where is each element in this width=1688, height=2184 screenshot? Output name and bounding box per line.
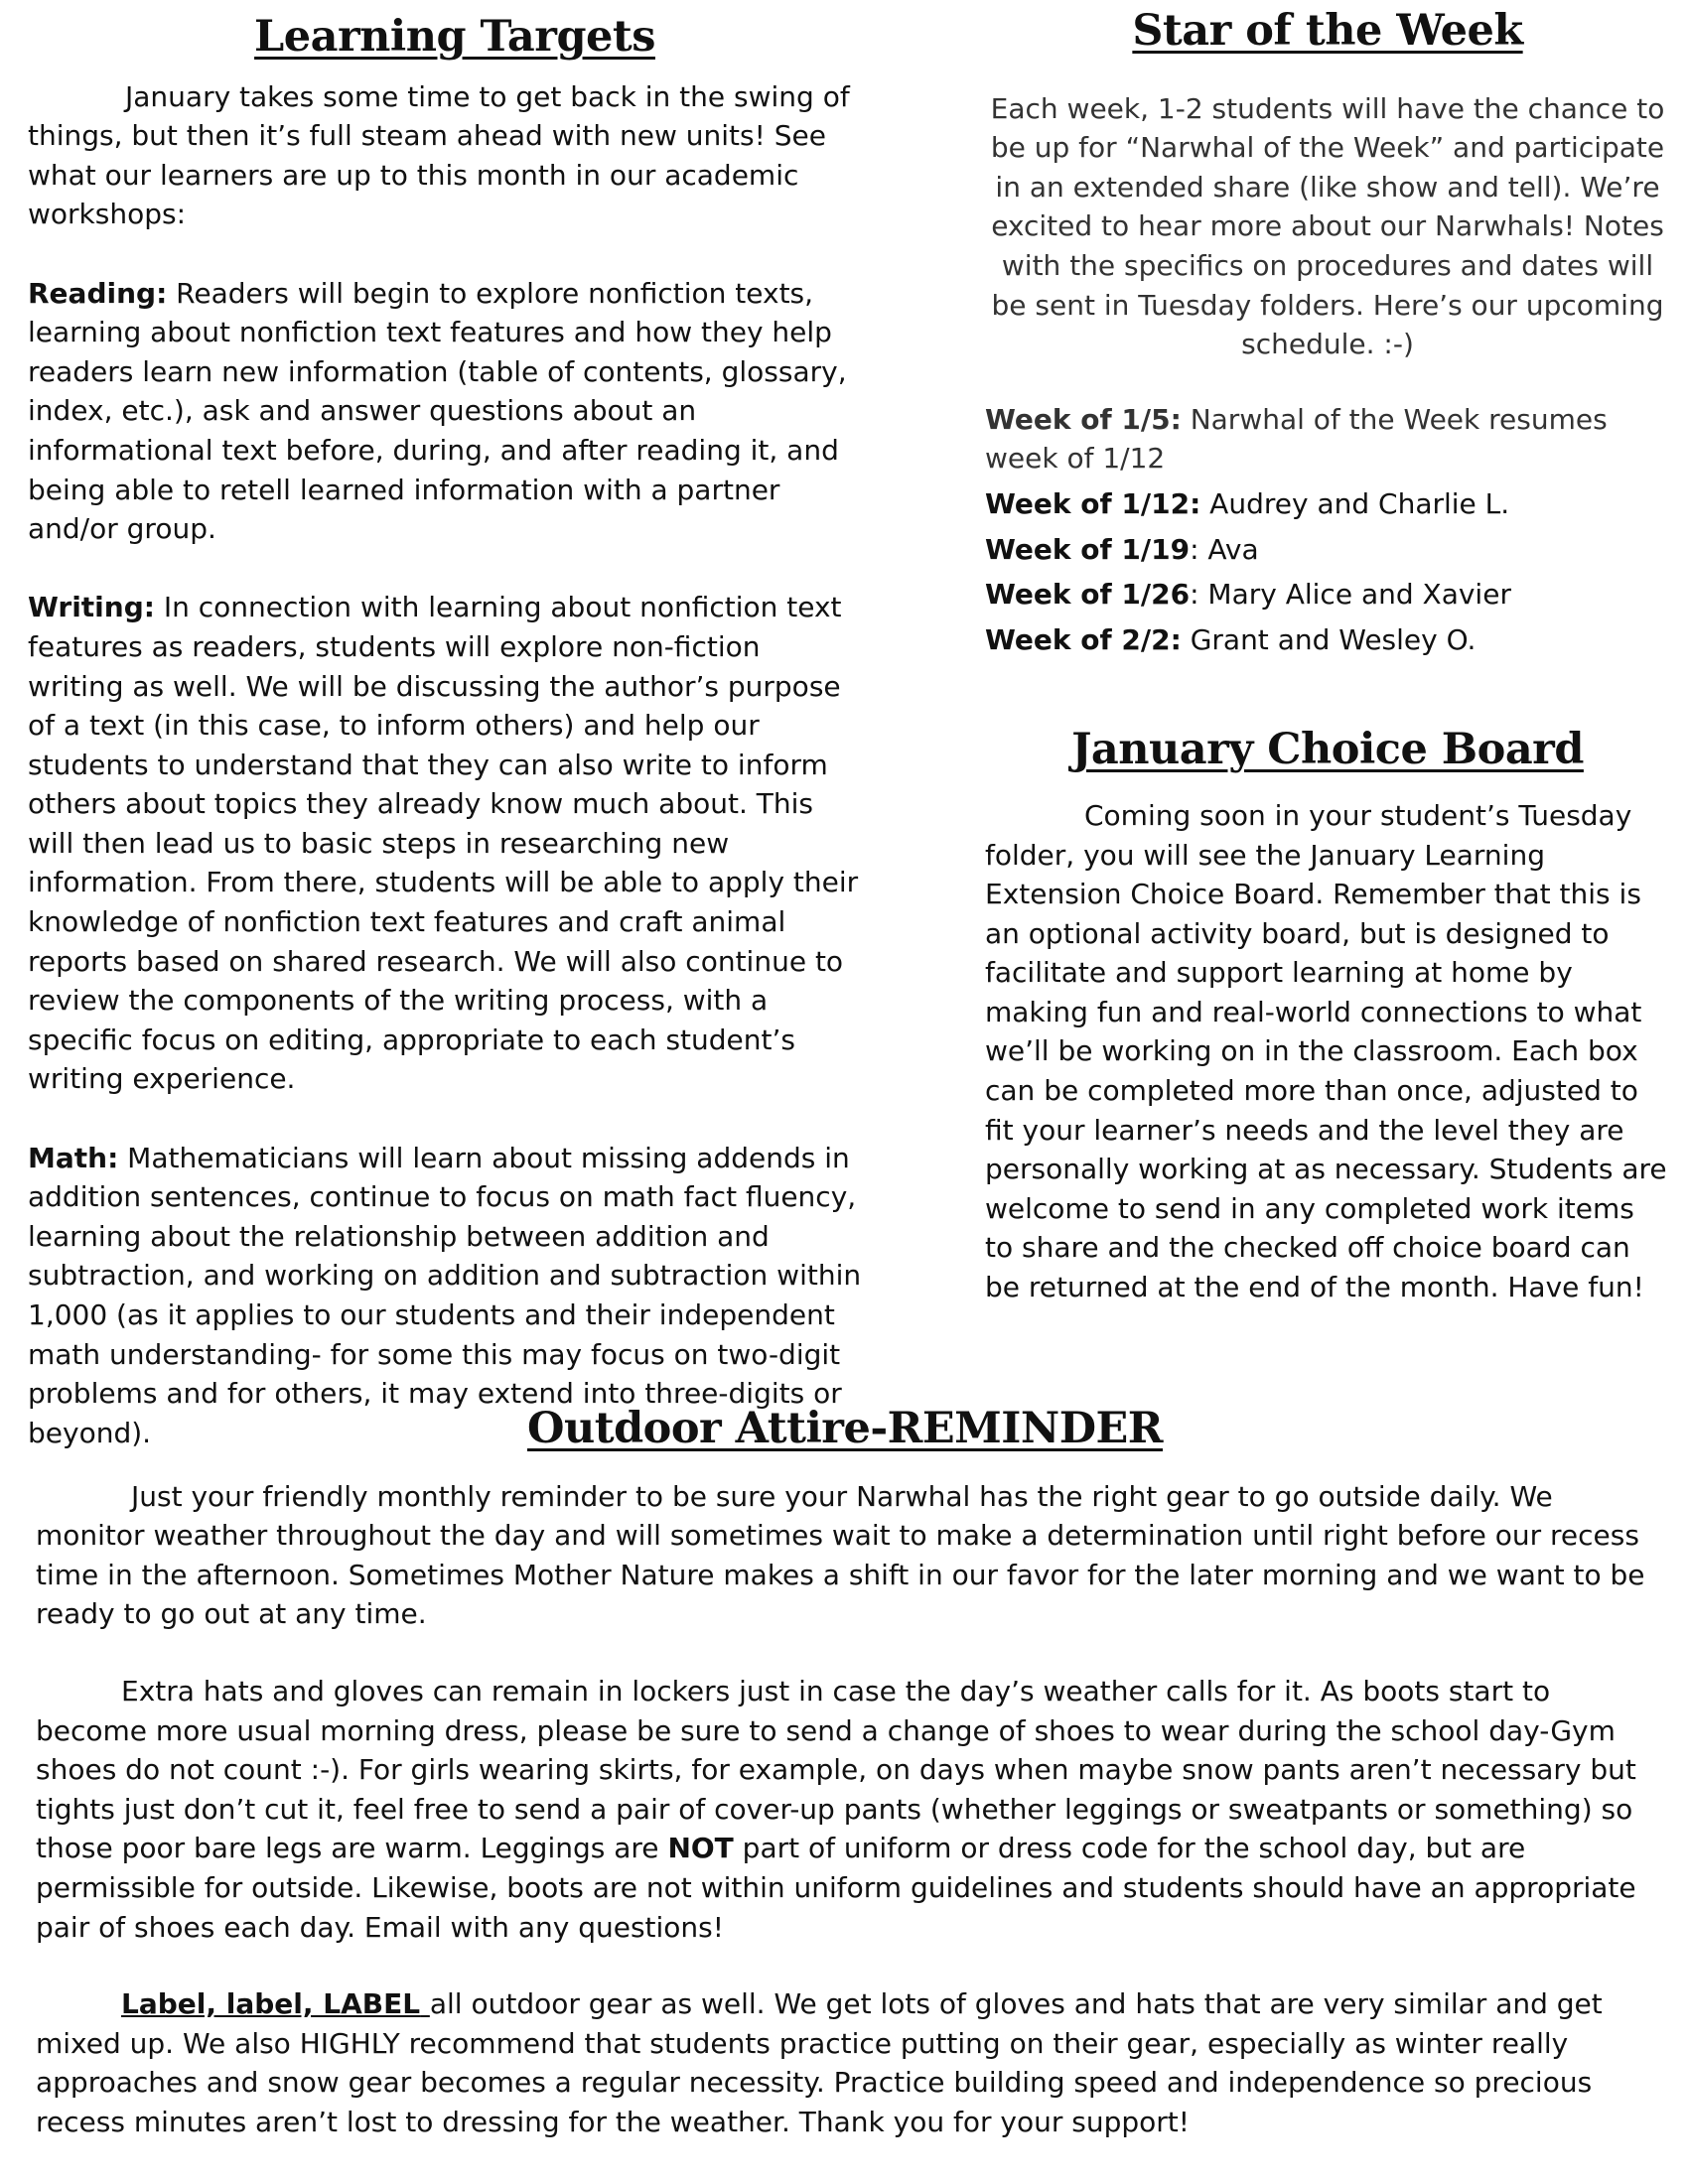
outdoor-paragraph-3 xyxy=(36,1984,1654,2141)
schedule-students: : Ava xyxy=(1190,532,1259,566)
writing-text: In connection with learning about nonfiction text features as readers, students will explore non-fiction writing as well. We will be discussing the author’s purpose of a text (in this case, to inform others) and help our students to understand that they can also write to inform others about topics they already know much about. This will then lead us to basic steps in researching new information. From there, students will be able to apply their knowledge of nonfiction text features and craft animal reports based on shared research. We will also continue to review the components of the writing process, with a specific focus on editing, appropriate to each student’s writing experience. xyxy=(28,591,859,1096)
schedule-week-label: Week of 1/19 xyxy=(985,532,1191,566)
schedule-week-label: Week of 1/26 xyxy=(985,578,1191,612)
reading-text: Readers will begin to explore nonfiction texts, learning about nonfiction text features and how they help readers learn new information (table of contents, glossary, index, etc.), ask and answer questions about an informational text before, during, and after reading it, and being able to retell learned information with a partner and/or group. xyxy=(28,276,847,546)
schedule-students: Audrey and Charlie L. xyxy=(1200,486,1510,520)
schedule-week-label: Week of 1/5: xyxy=(985,402,1182,436)
schedule-week-label: Week of 2/2: xyxy=(985,622,1182,656)
schedule-item xyxy=(985,620,1670,660)
outdoor-paragraph-1: Just your friendly monthly reminder to be sure your Narwhal has the right gear to go outside daily. We monitor weather throughout the day and will sometimes wait to make a determination until right before our recess time in the afternoon. Sometimes Mother Nature makes a shift in our favor for the later morning and we want to be ready to go out at any time. xyxy=(36,1479,1645,1631)
star-of-week-heading: Star of the Week xyxy=(1132,6,1523,56)
schedule-item xyxy=(985,530,1670,570)
label-emphasis-text: Label, label, LABEL xyxy=(121,1987,421,2021)
learning-targets-section xyxy=(28,12,862,1492)
schedule-students: Narwhal of the Week resumes week of 1/12 xyxy=(985,402,1608,476)
reading-label: Reading: xyxy=(28,276,168,310)
schedule-item xyxy=(985,575,1670,614)
star-schedule xyxy=(985,400,1670,660)
choice-board-heading: January Choice Board xyxy=(1071,725,1584,775)
reading-paragraph xyxy=(28,274,862,549)
right-column xyxy=(985,6,1670,1307)
writing-paragraph xyxy=(28,588,862,1099)
outdoor-p2-text-a: Extra hats and gloves can remain in lockers just in case the day’s weather calls for it. As boots start to become more usual morning dress, please be sure to send a change of shoes to wear during the school day-Gym shoes do not count :-). For girls wearing skirts, for example, on days when maybe snow pants aren’t necessary but tights just don’t cut it, feel free to send a pair of cover-up pants (whether leggings or sweatpants or something) so those poor bare legs are warm. Leggings are xyxy=(36,1674,1636,1865)
schedule-students: : Mary Alice and Xavier xyxy=(1190,578,1511,612)
outdoor-attire-section xyxy=(36,1404,1654,2180)
outdoor-p3-text: all outdoor gear as well. We get lots of gloves and hats that are very similar and get mixed up. We also HIGHLY recommend that students practice putting on their gear, especially as winter really approaches and snow gear becomes a regular necessity. Practice building speed and independence so precious recess minutes aren’t lost to dressing for the weather. Thank you for your support! xyxy=(36,1987,1603,2138)
math-label: Math: xyxy=(28,1141,119,1174)
outdoor-p2-text-b: part of uniform or dress code for the school day, but are permissible for outside. Likewise, boots are not within uniform guidelines and students should have an appropriate pair of shoes each day. Email with any questions! xyxy=(36,1832,1636,1944)
outdoor-attire-heading: Outdoor Attire-REMINDER xyxy=(527,1404,1163,1453)
label-emphasis xyxy=(121,1987,430,2020)
math-text: Mathematicians will learn about missing addends in addition sentences, continue to focus on math fact fluency, learning about the relationship between addition and subtraction, and working on addition and subtraction within 1,000 (as it applies to our students and their independent math understanding- for some this may focus on two-digit problems and for others, it may extend into three-digits or beyond). xyxy=(28,1141,862,1449)
schedule-item xyxy=(985,484,1670,524)
writing-label: Writing: xyxy=(28,591,155,624)
choice-board-text: Coming soon in your student’s Tuesday folder, you will see the January Learning Extension Choice Board. Remember that this is an optional activity board, but is designed to facilitate and support learning at home by making fun and real-world connections to what we’ll be working on in the classroom. Each box can be completed more than once, adjusted to fit your learner’s needs and the level they are personally working at as necessary. Students are welcome to send in any completed work items to share and the checked off choice board can be returned at the end of the month. Have fun! xyxy=(985,798,1667,1304)
learning-targets-heading: Learning Targets xyxy=(254,12,655,62)
label-emphasis-space xyxy=(420,1987,430,2020)
outdoor-paragraph-2 xyxy=(36,1672,1654,1947)
star-of-week-intro: Each week, 1-2 students will have the chance to be up for “Narwhal of the Week” and participate in an extended share (like show and tell). We’re excited to hear more about our Narwhals! Notes with the specifics on procedures and dates will be sent in Tuesday folders. Here’s our upcoming schedule. :-) xyxy=(990,91,1665,361)
schedule-students: Grant and Wesley O. xyxy=(1181,622,1477,656)
schedule-week-label: Week of 1/12: xyxy=(985,486,1201,520)
schedule-item xyxy=(985,400,1670,478)
learning-targets-intro: January takes some time to get back in the swing of things, but then it’s full steam ahead with new units! See what our learners are up to this month in our academic workshops: xyxy=(28,79,850,231)
outdoor-p2-bold: NOT xyxy=(667,1832,734,1865)
